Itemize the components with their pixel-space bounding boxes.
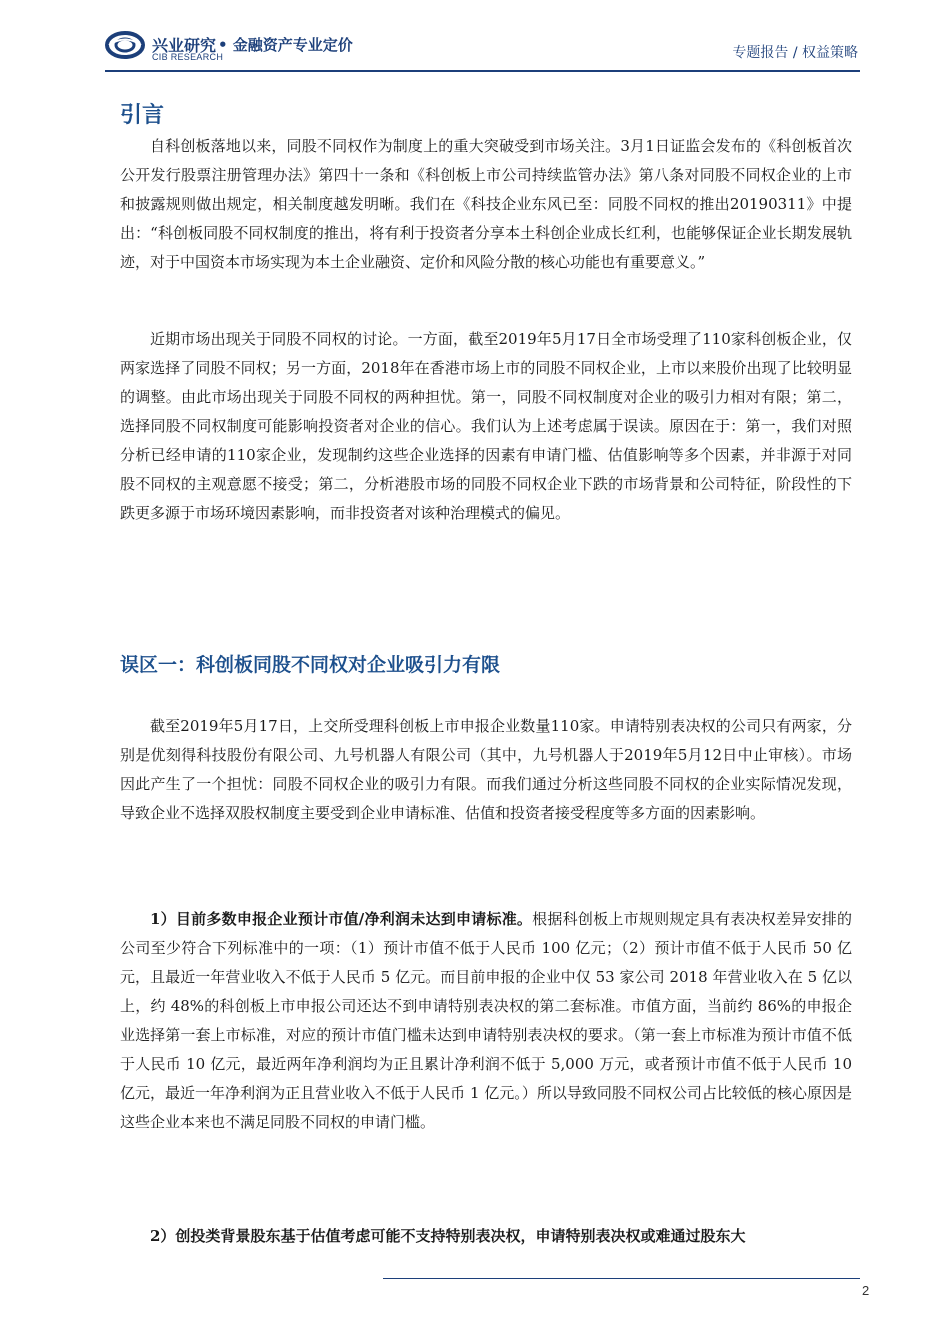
footer-divider (383, 1278, 860, 1279)
intro-paragraph-1: 自科创板落地以来，同股不同权作为制度上的重大突破受到市场关注。3月1日证监会发布的《科创板首次公开发行股票注册管理办法》第四十一条和《科创板上市公司持续监管办法》第八条对同股不同权企业的上市和披露规则做出规定，相关制度越发明晰。我们在《科技企业东风已至：同股不同权的推出20190311》中提出：“科创板同股不同权制度的推出，将有利于投资者分享本土科创企业成长红利，也能够保证企业长期发展轨迹，对于中国资本市场实现为本土企业融资、定价和风险分散的核心功能也有重要意义。” (120, 137, 852, 271)
brand-name-cn: 兴业研究 (152, 36, 217, 55)
cib-logo-icon (105, 30, 149, 60)
point-1-body: 根据科创板上市规则规定具有表决权差异安排的公司至少符合下列标准中的一项：（1）预计市值不低于人民币 100 亿元；（2）预计市值不低于人民币 50 亿元，且最近一年营业收入不低于人民币 5 亿元。而目前申报的企业中仅 53 家公司 2018 年营业收入在 5 亿以上，约 48%的科创板上市申报公司还达不到申请特别表决权的第二套标准。市值方面，当前约 86%的申报企业选择第一套上市标准，对应的预计市值门槛未达到申请特别表决权的要求。（第一套上市标准为预计市值不低于人民币 10 亿元，最近两年净利润均为正且累计净利润不低于 5,000 万元，或者预计市值不低于人民币 10 亿元，最近一年净利润为正且营业收入不低于人民币 1 亿元。）所以导致同股不同权公司占比较低的核心原因是这些企业本来也不满足同股不同权的申请门槛。 (120, 910, 852, 1131)
point-1-title: 1）目前多数申报企业预计市值/净利润未达到申请标准。 (150, 910, 533, 928)
intro-heading: 引言 (120, 103, 165, 128)
intro-paragraph-2: 近期市场出现关于同股不同权的讨论。一方面，截至2019年5月17日全市场受理了110家科创板企业，仅两家选择了同股不同权；另一方面，2018年在香港市场上市的同股不同权企业，上市以来股价出现了比较明显的调整。由此市场出现关于同股不同权的两种担忧。第一，同股不同权制度对企业的吸引力相对有限；第二，选择同股不同权制度可能影响投资者对企业的信心。我们认为上述考虑属于误读。原因在于：第一，我们对照分析已经申请的110家企业，发现制约这些企业选择的因素有申请门槛、估值影响等多个因素，并非源于对同股不同权的主观意愿不接受；第二，分析港股市场的同股不同权企业下跌的市场背景和公司特征，阶段性的下跌更多源于市场环境因素影响，而非投资者对该种治理模式的偏见。 (120, 330, 852, 522)
page-header (0, 0, 950, 80)
brand-tagline: • 金融资产专业定价 (218, 36, 353, 54)
section1-paragraph-1: 截至2019年5月17日，上交所受理科创板上市申报企业数量110家。申请特别表决权的公司只有两家，分别是优刻得科技股份有限公司、九号机器人有限公司（其中，九号机器人于2019年5月12日中止审核）。市场因此产生了一个担忧：同股不同权企业的吸引力有限。而我们通过分析这些同股不同权的企业实际情况发现，导致企业不选择双股权制度主要受到企业申请标准、估值和投资者接受程度等多方面的因素影响。 (120, 717, 852, 822)
brand-name-en: CIB RESEARCH (152, 52, 224, 62)
section1-paragraph-3 (120, 1222, 852, 1251)
section1-paragraph-2 (120, 905, 852, 1137)
page-number: 2 (862, 1283, 870, 1298)
section1-heading: 误区一：科创板同股不同权对企业吸引力有限 (120, 654, 501, 676)
report-type: 专题报告 / 权益策略 (732, 45, 858, 61)
point-2-title: 2）创投类背景股东基于估值考虑可能不支持特别表决权，申请特别表决权或难通过股东大 (150, 1227, 746, 1245)
header-divider (105, 70, 860, 72)
